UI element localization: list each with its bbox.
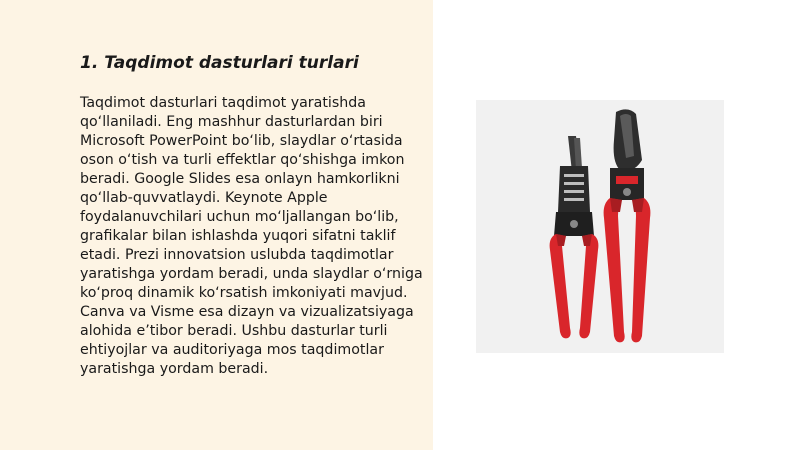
pliers-photo bbox=[476, 100, 724, 353]
right-pliers bbox=[604, 109, 651, 342]
slide-body-text: Taqdimot dasturlari taqdimot yaratishda qo‘llaniladi. Eng mashhur dasturlardan biri Microsoft PowerPoint bo‘lib, slaydlar o‘rtasida oson o‘tish va turli effektlar qo‘shishga imkon beradi. Google Slides esa onlayn hamkorlikni qo‘llab-quvvatlaydi. Keynote Apple foydalanuvchilari uchun mo‘ljallangan bo‘lib, grafikalar bilan ishlashda yuqori sifatni taklif etadi. Prezi innovatsion uslubda taqdimotlar yaratishga yordam beradi, unda slaydlar o‘rniga ko‘proq dinamik ko‘rsatish imkoniyati mavjud. Canva va Visme esa dizayn va vizualizatsiyaga alohida e’tibor beradi. Ushbu dasturlar turli ehtiyojlar va auditoriyaga mos taqdimotlar yaratishga yordam beradi. bbox=[80, 95, 423, 377]
slide-title: 1. Taqdimot dasturlari turlari bbox=[80, 53, 359, 73]
pliers-illustration bbox=[476, 100, 724, 353]
left-pliers bbox=[550, 136, 599, 338]
